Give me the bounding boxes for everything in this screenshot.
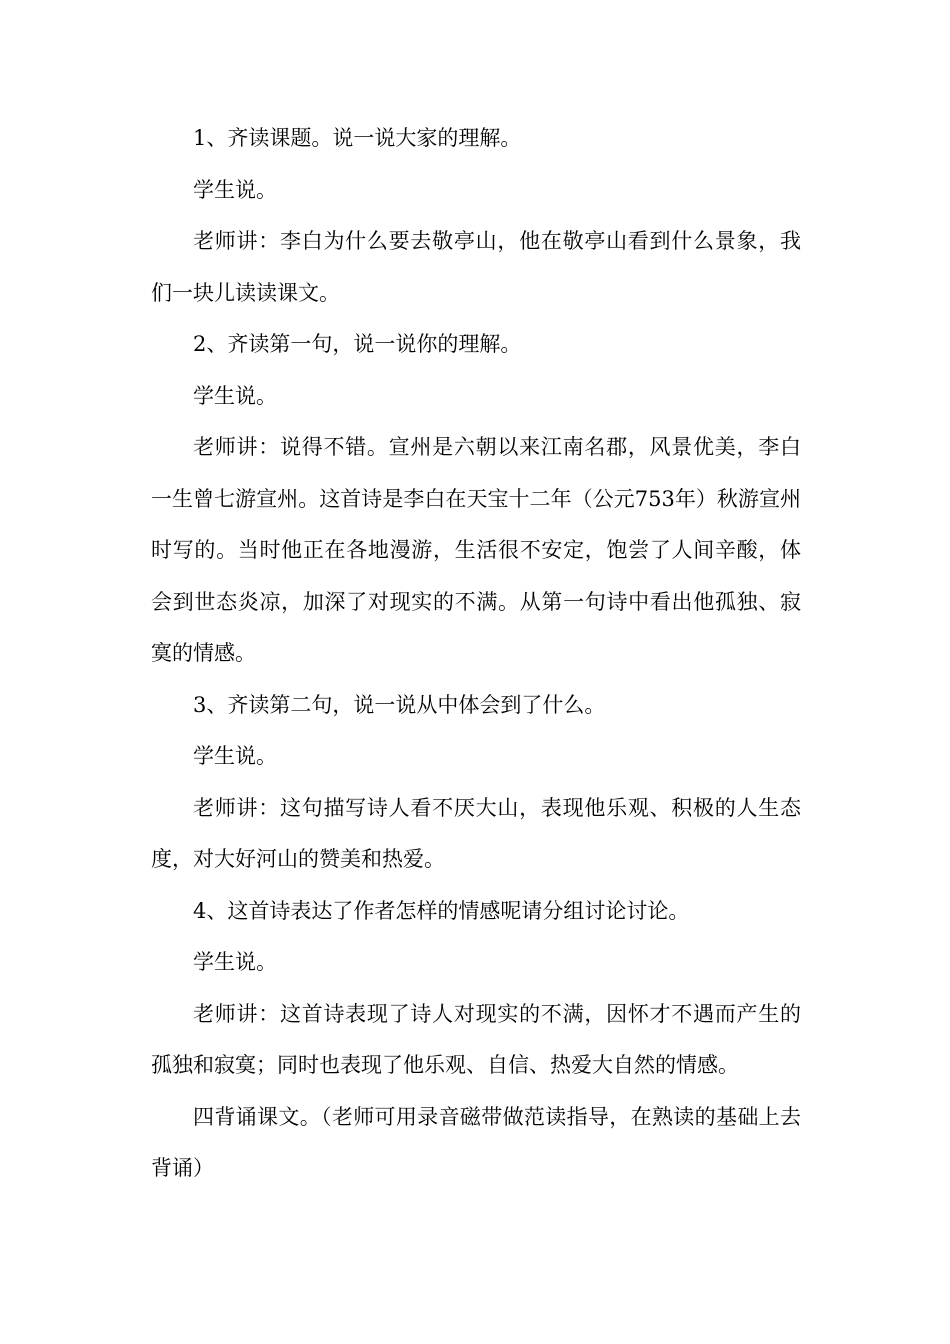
paragraph-recitation: 四背诵课文。（老师可用录音磁带做范读指导，在熟读的基础上去背诵） — [151, 1104, 801, 1180]
paragraph-step-4: 4、这首诗表达了作者怎样的情感呢请分组讨论讨论。 — [193, 898, 690, 923]
paragraph-teacher-explanation: 老师讲：这句描写诗人看不厌大山，表现他乐观、积极的人生态度，对大好河山的赞美和热爱。 — [151, 795, 801, 871]
paragraph-student-response: 学生说。 — [193, 950, 277, 974]
paragraph-step-1: 1、齐读课题。说一说大家的理解。 — [193, 126, 522, 150]
paragraph-student-response: 学生说。 — [193, 744, 277, 768]
paragraph-teacher-explanation: 老师讲：李白为什么要去敬亭山，他在敬亭山看到什么景象，我们一块儿读读课文。 — [151, 229, 801, 305]
paragraph-student-response: 学生说。 — [193, 383, 277, 408]
paragraph-step-2: 2、齐读第一句，说一说你的理解。 — [193, 332, 522, 356]
paragraph-teacher-explanation: 老师讲：这首诗表现了诗人对现实的不满，因怀才不遇而产生的孤独和寂寞；同时也表现了他乐观、自信、热爱大自然的情感。 — [151, 1001, 801, 1077]
paragraph-step-3: 3、齐读第二句，说一说从中体会到了什么。 — [193, 692, 606, 717]
document-body — [151, 113, 801, 1195]
paragraph-student-response: 学生说。 — [193, 177, 277, 202]
paragraph-teacher-explanation: 老师讲：说得不错。宣州是六朝以来江南名郡，风景优美，李白一生曾七游宣州。这首诗是李白在天宝十二年（公元753年）秋游宣州时写的。当时他正在各地漫游，生活很不安定，饱尝了人间辛酸，体会到世态炎凉，加深了对现实的不满。从第一句诗中看出他孤独、寂寞的情感。 — [151, 435, 801, 665]
